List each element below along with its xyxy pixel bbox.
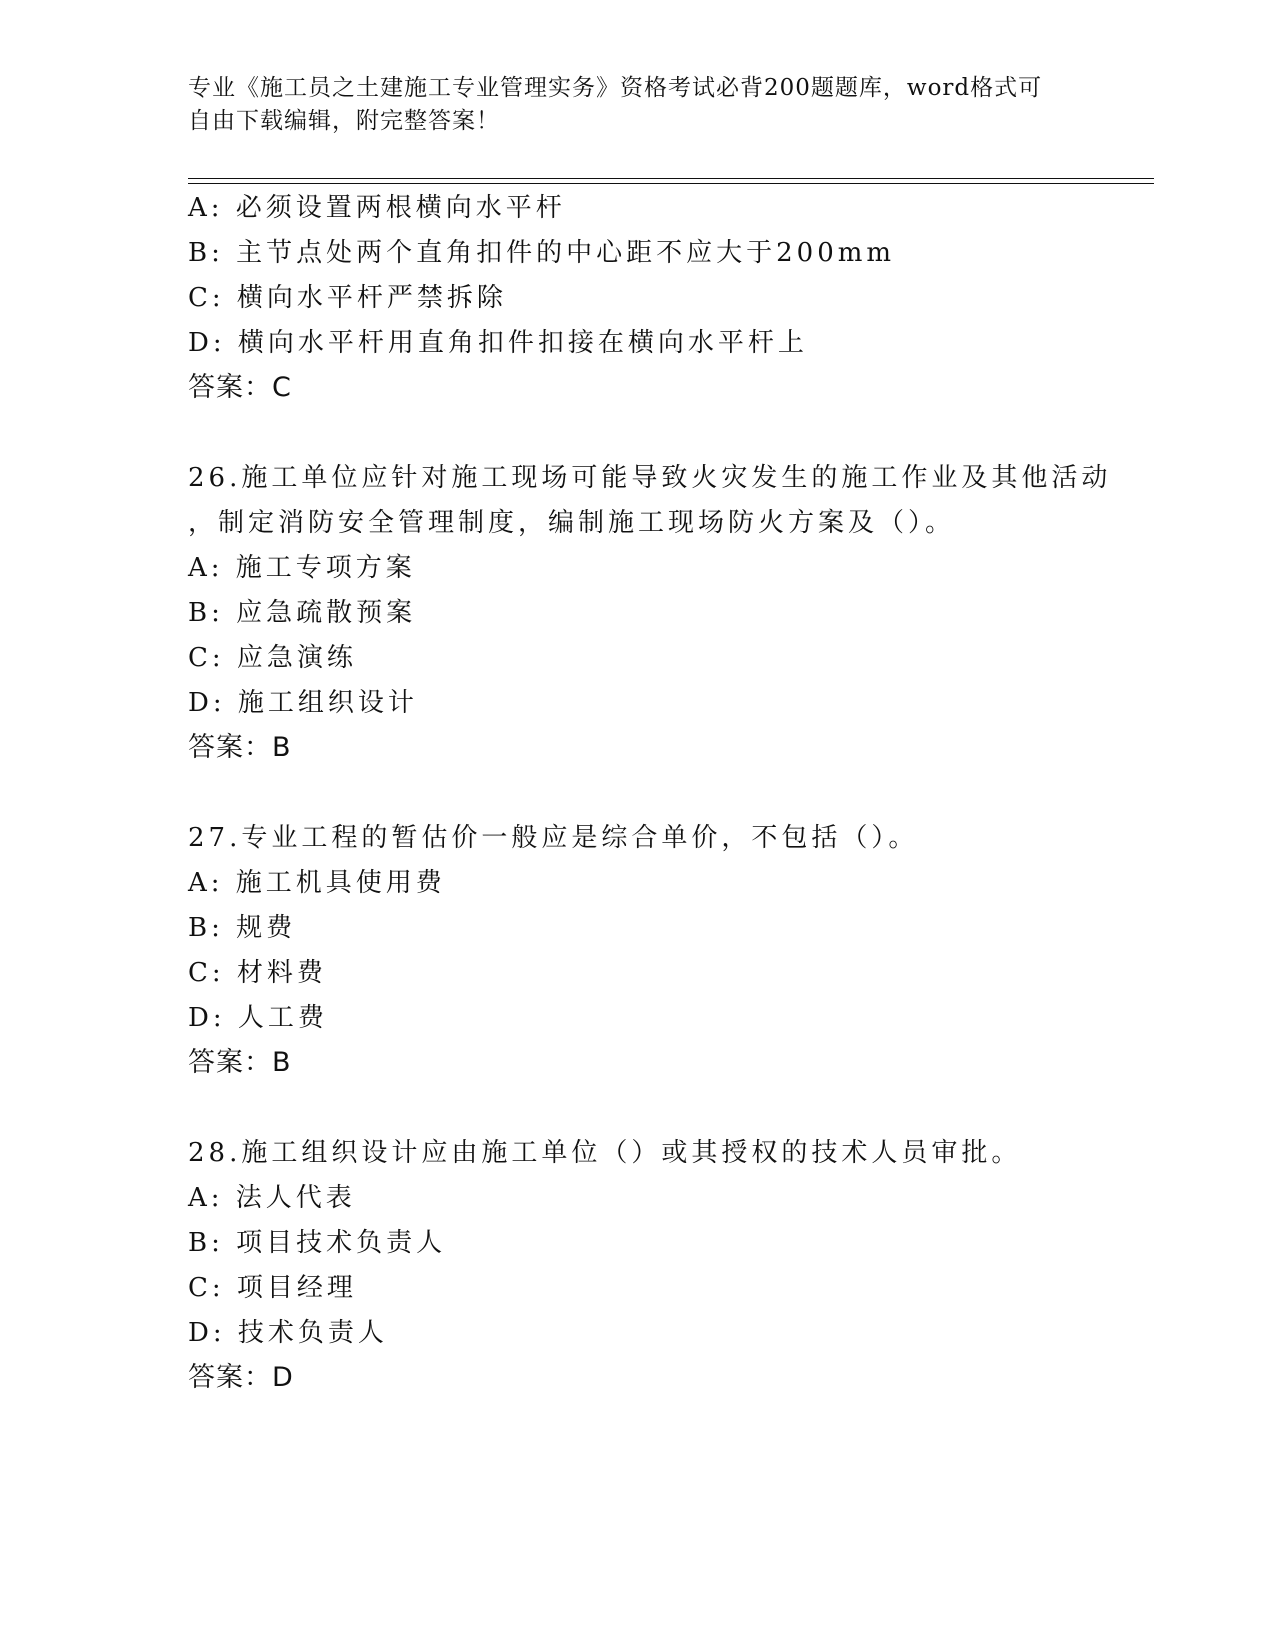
- q27-option-a: A: 施工机具使用费: [188, 868, 446, 898]
- q28-answer: 答案：D: [188, 1362, 294, 1393]
- q27-option-d: D: 人工费: [188, 1003, 328, 1033]
- q26-option-b: B: 应急疏散预案: [188, 598, 417, 628]
- q25-option-c: C: 横向水平杆严禁拆除: [188, 283, 507, 313]
- q27-stem: 27.专业工程的暂估价一般应是综合单价，不包括（）。: [188, 823, 919, 853]
- document-header: [188, 72, 1068, 138]
- header-divider-top: [188, 178, 1154, 179]
- q26-option-c: C: 应急演练: [188, 643, 357, 673]
- q28-option-d: D: 技术负责人: [188, 1318, 388, 1348]
- q28-stem: 28.施工组织设计应由施工单位（）或其授权的技术人员审批。: [188, 1138, 1022, 1168]
- q25-option-b: B: 主节点处两个直角扣件的中心距不应大于200mm: [188, 238, 896, 268]
- q26-option-d: D: 施工组织设计: [188, 688, 418, 718]
- header-line-1: 专业《施工员之土建施工专业管理实务》资格考试必背200题题库，word格式可: [188, 75, 1043, 101]
- q26-option-a: A: 施工专项方案: [188, 553, 416, 583]
- q28-option-c: C: 项目经理: [188, 1273, 357, 1303]
- q27-option-c: C: 材料费: [188, 958, 327, 988]
- q25-option-a: A: 必须设置两根横向水平杆: [188, 193, 566, 223]
- q27-answer: 答案：B: [188, 1047, 292, 1078]
- q25-answer: 答案：C: [188, 372, 292, 403]
- q26-stem-line-1: 26.施工单位应针对施工现场可能导致火灾发生的施工作业及其他活动: [188, 463, 1112, 493]
- q26-answer: 答案：B: [188, 732, 292, 763]
- q25-option-d: D: 横向水平杆用直角扣件扣接在横向水平杆上: [188, 328, 808, 358]
- header-line-2: 自由下载编辑，附完整答案！: [188, 108, 500, 134]
- header-divider-bottom: [188, 183, 1154, 184]
- q26-stem-line-2: ，制定消防安全管理制度，编制施工现场防火方案及（）。: [188, 508, 956, 538]
- q28-option-a: A: 法人代表: [188, 1183, 356, 1213]
- q27-option-b: B: 规费: [188, 913, 297, 943]
- q28-option-b: B: 项目技术负责人: [188, 1228, 447, 1258]
